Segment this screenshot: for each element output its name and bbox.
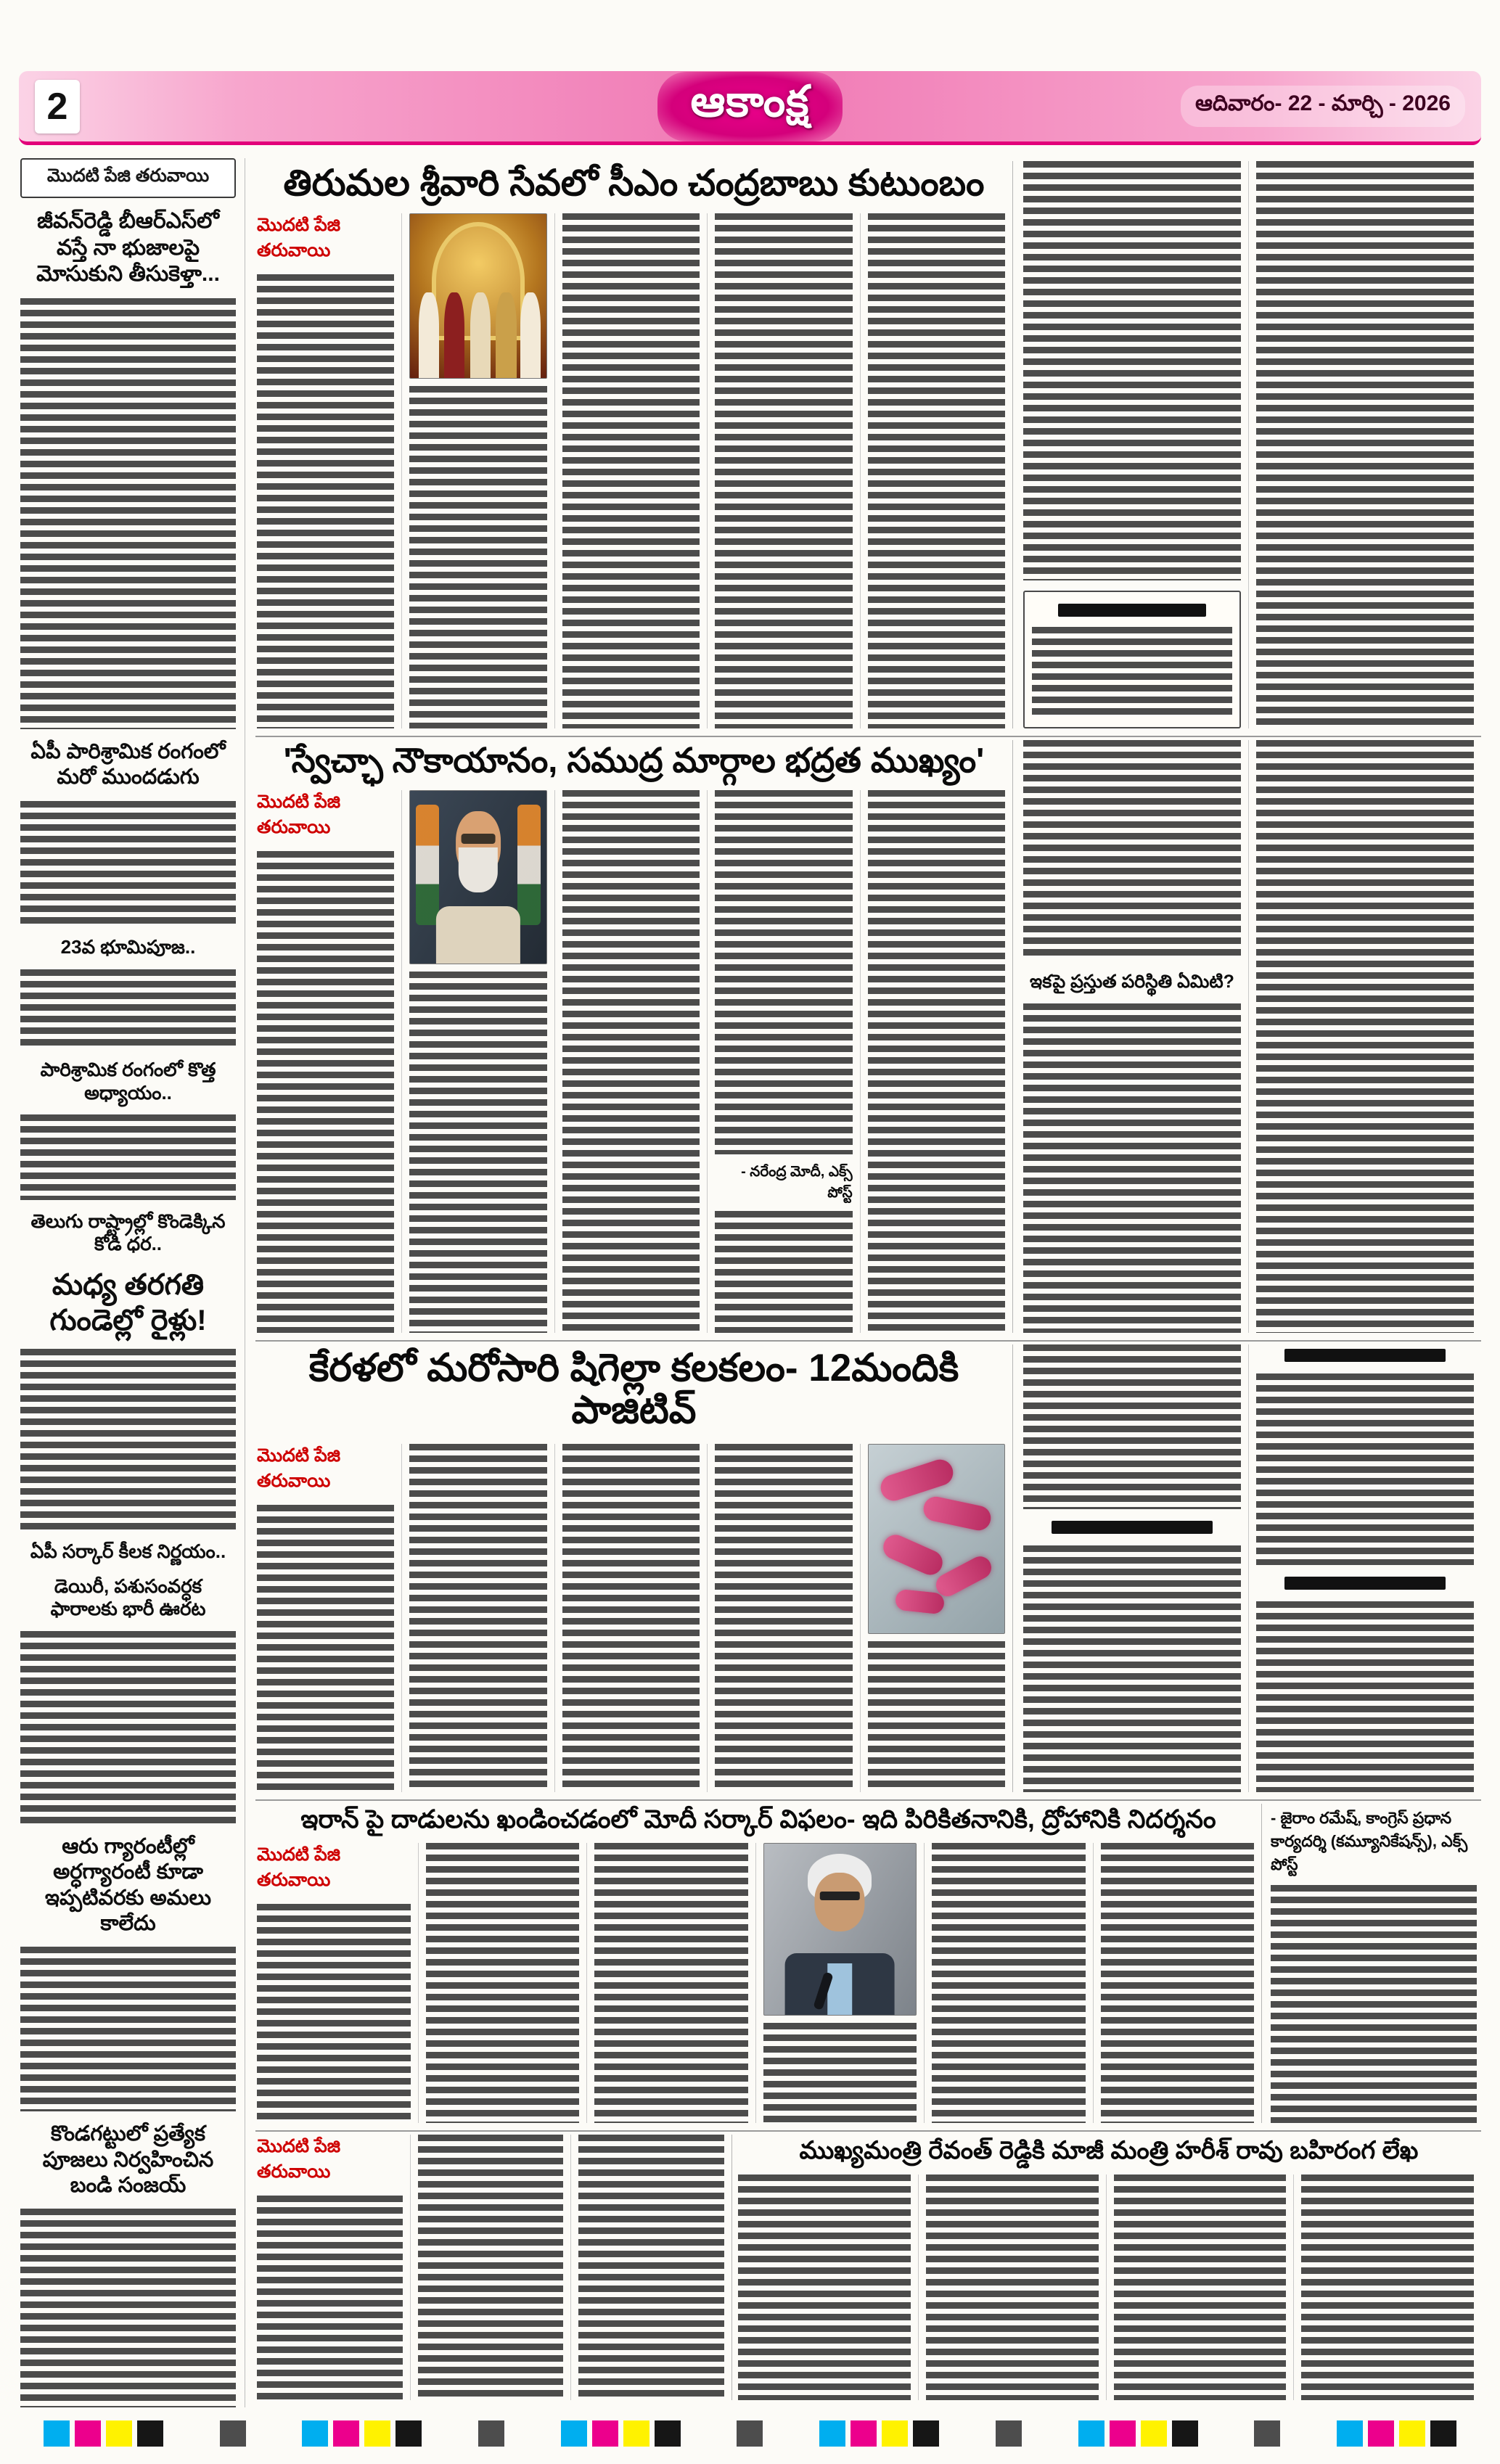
person-body-shape [436,906,520,964]
yellow-square [364,2420,390,2447]
bold-line-placeholder [1052,1521,1213,1534]
body-text-placeholder [1023,161,1241,580]
body-text-placeholder [562,213,700,728]
body-text-placeholder [738,2175,911,2400]
body-text-placeholder [409,972,546,1333]
text-column [555,1444,708,1792]
body-text-placeholder [426,1843,580,2123]
text-column [1016,161,1249,728]
text-column [255,1843,419,2123]
text-column [571,2135,731,2400]
body-text-placeholder [257,1904,411,2123]
body-text-placeholder [20,801,236,926]
text-column [1261,1804,1481,2123]
shirt-shape [827,1963,852,2015]
photo-shigella-bacteria [868,1444,1005,1634]
gray-square [1254,2420,1280,2447]
column-subhead: ఇకపై ప్రస్తుత పరిస్థితి ఏమిటి? [1030,971,1234,992]
gray-square [478,2420,504,2447]
article-tirumala [255,158,1481,737]
continued-article-block [255,2135,731,2400]
subhead-chicken-price: తెలుగు రాష్ట్రాల్లో కొండెక్కిన కోడి ధర.. [30,1210,226,1255]
text-column [1016,1344,1249,1792]
magenta-square [1368,2420,1394,2447]
photo-cm-family-tirumala [409,213,546,379]
masthead [657,72,843,141]
text-column [1107,2175,1295,2400]
main-articles-area [255,158,1481,2407]
beard-shape [459,847,498,892]
magenta-square [333,2420,359,2447]
text-column [708,790,860,1333]
bacteria-rod-shape [921,1494,993,1532]
person-silhouette [419,292,439,378]
body-text-placeholder [20,298,236,729]
body-text-placeholder [1023,740,1241,960]
headline-ap-industrial: ఏపీ పారిశ్రామిక రంగంలో మరో ముందడుగు [30,740,226,789]
glasses-shape [462,834,496,844]
article-headline: తిరుమల శ్రీవారి సేవలో సీఎం చంద్రబాబు కుటుంబం [283,163,985,203]
body-text-placeholder [409,1444,546,1792]
article-shigella [255,1342,1481,1801]
text-column [1094,1843,1262,2123]
india-flag-shape [517,805,541,926]
body-text-placeholder [1114,2175,1287,2400]
magenta-square [851,2420,877,2447]
body-text-placeholder [868,1641,1005,1792]
magenta-square [75,2420,101,2447]
headline-jeevan-reddy: జీవన్‌రెడ్డి బీఆర్ఎస్‌లో వస్తే నా భుజాలపై మోసుకుని తీసుకెళ్తా... [36,209,220,287]
statement-attribution: - జైరాం రమేష్, కాంగ్రెస్ ప్రధాన కార్యదర్శి (కమ్యూనికేషన్స్), ఎక్స్ పోస్ట్ [1271,1809,1468,1873]
body-text-placeholder [1256,161,1474,728]
body-text-placeholder [1023,1344,1241,1509]
text-column [555,213,708,728]
body-text-placeholder [257,1505,394,1792]
cmyk-registration-group [1337,2420,1456,2447]
bottom-articles [255,2132,1481,2407]
masthead-title: ఆకాంక్ష [690,76,810,126]
body-text-placeholder [868,790,1005,1333]
body-text-placeholder [1032,627,1232,720]
yellow-square [1141,2420,1167,2447]
donation-details-box [1023,591,1241,728]
cmyk-registration-group [819,2420,939,2447]
text-column [255,790,402,1333]
black-square [1172,2420,1198,2447]
black-square [913,2420,939,2447]
body-text-placeholder [20,969,236,1048]
text-column [255,1444,402,1792]
cmyk-registration-group [1078,2420,1198,2447]
person-silhouette [470,292,491,378]
body-text-placeholder [1256,1601,1474,1793]
subhead-new-chapter: పారిశ్రామిక రంగంలో కొత్త అధ్యాయం.. [40,1058,216,1104]
body-text-placeholder [20,1349,236,1530]
body-text-placeholder [578,2135,724,2400]
article-headline: 'స్వేచ్ఛా నౌకాయానం, సముద్ర మార్గాల భద్రత ముఖ్యం' [283,741,985,779]
body-text-placeholder [257,2196,403,2400]
body-text-placeholder [715,213,852,728]
bacteria-rod-shape [895,1589,946,1614]
registration-marks [44,2418,1456,2449]
article-harish-letter [731,2135,1481,2400]
continued-label: మొదటి పేజి తరువాయి [257,215,341,260]
body-text-placeholder [1256,1373,1474,1565]
bold-line-placeholder [1058,604,1206,617]
article-headline: ముఖ్యమంత్రి రేవంత్ రెడ్డికి మాజీ మంత్రి హరీశ్ రావు బహిరంగ లేఖ [799,2137,1419,2164]
headline-trains: మధ్య తరగతి గుండెల్లో రైళ్లు! [49,1269,207,1336]
text-column [1016,740,1249,1333]
black-square [1430,2420,1456,2447]
body-text-placeholder [562,1444,700,1792]
text-column [737,2175,919,2400]
text-column [402,1444,554,1792]
body-text-placeholder [932,1843,1086,2123]
cyan-square [1078,2420,1104,2447]
bold-line-placeholder [1284,1349,1446,1362]
body-text-placeholder [715,790,852,1155]
yellow-square [1399,2420,1425,2447]
body-text-placeholder [594,1843,748,2123]
text-column [1249,1344,1481,1792]
cmyk-registration-group [561,2420,681,2447]
bacteria-rod-shape [877,1456,956,1504]
body-text-placeholder [257,274,394,728]
body-text-placeholder [20,1114,236,1199]
gray-square [220,2420,246,2447]
black-square [137,2420,163,2447]
text-column [861,790,1012,1333]
text-column [419,1843,588,2123]
quote-attribution: - నరేంద్ర మోదీ, ఎక్స్ పోస్ట్ [741,1164,853,1202]
cmyk-registration-group [302,2420,422,2447]
body-text-placeholder [20,2209,236,2407]
text-column [402,790,554,1333]
body-text-placeholder [715,1211,852,1333]
headline-guarantees: ఆరు గ్యారంటీల్లో అర్ధగ్యారంటీ కూడా ఇప్పటివరకు అమలు కాలేదు [44,1834,211,1936]
body-text-placeholder [20,1631,236,1824]
cyan-square [561,2420,587,2447]
cyan-square [302,2420,328,2447]
body-text-placeholder [20,1947,236,2111]
body-text-placeholder [868,213,1005,728]
cyan-square [819,2420,845,2447]
text-column [708,1444,860,1792]
body-text-placeholder [715,1444,852,1792]
black-square [396,2420,422,2447]
body-text-placeholder [926,2175,1099,2400]
text-column [402,213,554,728]
page-header [19,71,1481,145]
left-column [19,158,245,2407]
yellow-square [882,2420,908,2447]
cmyk-registration-group [44,2420,163,2447]
text-column [587,1843,756,2123]
continued-label: మొదటి పేజి తరువాయి [257,1445,341,1491]
body-text-placeholder [257,851,394,1333]
body-text-placeholder [1023,1003,1241,1333]
headline-kondagattu-sanjay: కొండగట్టులో ప్రత్యేక పూజలు నిర్వహించిన బండి సంజయ్ [42,2122,214,2197]
body-text-placeholder [1101,1843,1255,2123]
subhead-dairy-relief: డెయిరీ, పశుసంవర్ధక ఫారాలకు భారీ ఊరట [50,1574,206,1620]
text-column [708,213,860,728]
text-column [919,2175,1107,2400]
subhead-ap-decision: ఏపీ సర్కార్ కీలక నిర్ణయం.. [30,1540,226,1562]
text-column [411,2135,572,2400]
continued-label: మొదటి పేజి తరువాయి [257,2136,341,2182]
text-column [255,213,402,728]
article-maritime-modi [255,737,1481,1342]
person-silhouette [496,292,516,378]
text-column [756,1843,925,2123]
text-column [1249,161,1481,728]
text-column [861,1444,1012,1792]
text-column [925,1843,1094,2123]
person-silhouette [444,292,464,378]
gray-square [996,2420,1022,2447]
article-headline: ఇరాన్ పై దాడులను ఖండించడంలో మోదీ సర్కార్ విఫలం- ఇది పిరికితనానికి, ద్రోహానికి నిదర్శనం [300,1805,1216,1833]
black-square [655,2420,681,2447]
glasses-shape [820,1892,859,1900]
photo-pm-modi [409,790,546,964]
article-headline: కేరళలో మరోసారి షిగెల్లా కలకలం- 12మందికి పాజిటివ్ [308,1347,959,1432]
body-text-placeholder [418,2135,564,2400]
gray-square [737,2420,763,2447]
article-iran-congress [255,1801,1481,2132]
continued-label: మొదటి పేజి తరువాయి [257,791,341,837]
date-line: ఆదివారం- 22 - మార్చి - 2026 [1181,86,1465,127]
body-text-placeholder [1271,1885,1477,2123]
text-column [1249,740,1481,1333]
cyan-square [1337,2420,1363,2447]
bold-line-placeholder [1284,1577,1446,1590]
yellow-square [106,2420,132,2447]
text-column [1294,2175,1481,2400]
body-text-placeholder [409,386,546,728]
continued-from-page1-box: మొదటి పేజి తరువాయి [20,158,236,198]
page-number: 2 [35,80,80,134]
body-text-placeholder [1256,740,1474,1333]
india-flag-shape [416,805,439,926]
cyan-square [44,2420,70,2447]
magenta-square [1110,2420,1136,2447]
photo-jairam-ramesh [763,1843,917,2016]
person-silhouette [520,292,541,378]
person-head-shape [815,1873,865,1931]
body-text-placeholder [1023,1545,1241,1792]
body-text-placeholder [1301,2175,1474,2400]
subhead-bhumi-puja: 23వ భూమిపూజ.. [60,935,196,958]
bacteria-rod-shape [880,1531,946,1579]
continued-label: మొదటి పేజి తరువాయి [257,1844,341,1891]
body-text-placeholder [562,790,700,1333]
text-column [555,790,708,1333]
yellow-square [623,2420,649,2447]
magenta-square [592,2420,618,2447]
text-column [255,2135,411,2400]
body-text-placeholder [763,2023,917,2123]
text-column [861,213,1012,728]
